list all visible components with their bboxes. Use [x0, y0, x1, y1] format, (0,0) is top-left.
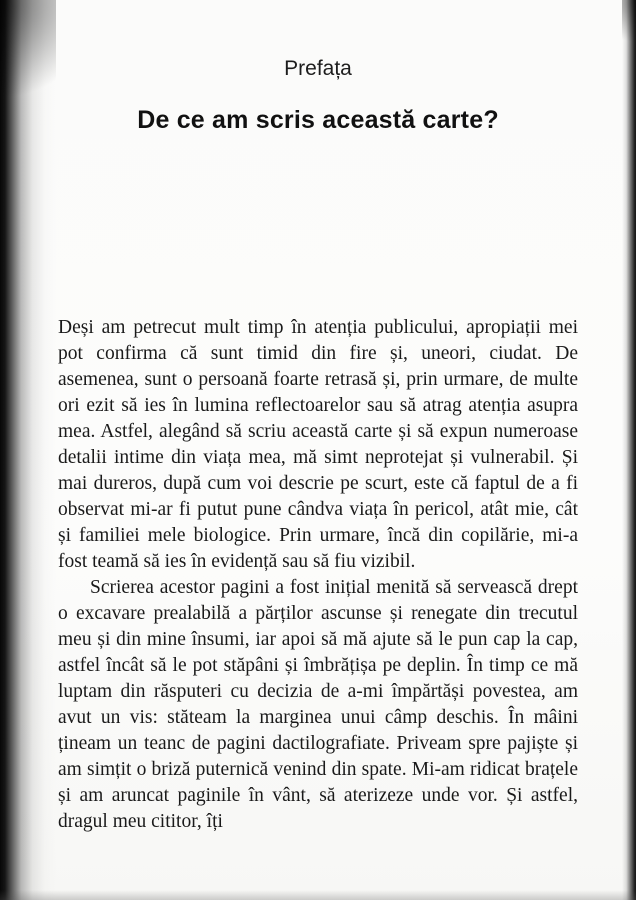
book-gutter-shadow — [0, 0, 56, 900]
chapter-label: Prefața — [284, 57, 352, 80]
body-text — [58, 315, 578, 835]
page-right-edge-shadow — [622, 0, 636, 900]
page-content — [58, 57, 578, 835]
body-paragraph: Deși am petrecut mult timp în atenția publicului, apropiații mei pot confirma că sunt timid din fire și, uneori, ciudat. De asemenea, sunt o persoană foarte retrasă și, prin urmare, de multe ori ezit să ies în lumina reflectoarelor sau să atrag atenția asupra mea. Astfel, alegând să scriu această carte și să expun numeroase detalii intime din viața mea, mă simt neprotejat și vulnerabil. Și mai dureros, după cum voi descrie pe scurt, este că faptul de a fi observat mi-ar fi putut pune cândva viața în pericol, atât mie, cât și familiei mele biologice. Prin urmare, încă din copilărie, mi-a fost teamă să ies în evidență sau să fiu vizibil. — [58, 317, 578, 572]
body-paragraph: Scrierea acestor pagini a fost inițial menită să servească drept o excavare prealabilă a părților ascunse și renegate din trecutul meu și din mine însumi, iar apoi să mă ajute să le pun cap la cap, astfel încât să le pot stăpâni și îmbrățișa pe deplin. În timp ce mă luptam din răsputeri cu decizia de a-mi împărtăși povestea, am avut un vis: stăteam la marginea unui câmp deschis. În mâini țineam un teanc de pagini dactilografiate. Priveam spre pajiște și am simțit o briză puternică venind din spate. Mi-am ridicat brațele și am aruncat paginile în vânt, să aterizeze unde vor. Și astfel, dragul meu cititor, îți — [58, 577, 578, 832]
page-bottom-edge-shadow — [0, 890, 636, 900]
chapter-title: De ce am scris această carte? — [137, 106, 499, 134]
